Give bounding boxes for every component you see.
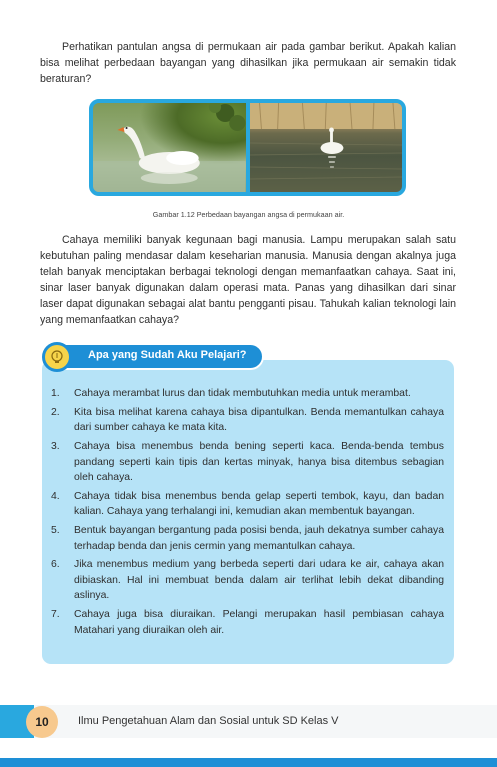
list-item-number: 6. [51, 559, 60, 571]
list-item-text: Cahaya juga bisa diuraikan. Pelangi merupakan hasil pembiasan cahaya Matahari yang diuraikan oleh air. [74, 609, 444, 636]
list-item-number: 7. [51, 609, 60, 621]
list-item-text: Cahaya tidak bisa menembus benda gelap seperti tembok, kayu, dan badan kalian. Cahaya yang terhalangi ini, kemudian akan membentuk bayangan. [74, 490, 444, 518]
body-paragraph-text: Cahaya memiliki banyak kegunaan bagi manusia. Lampu merupakan salah satu kebutuhan paling mendasar dalam keseharian manusia. Manusia dengan akalnya juga telah banyak menciptakan berbagai teknologi dengan memanfaatkan cahaya. Saat ini, sinar laser banyak digunakan dalam operasi mata. Panas yang dihasilkan dari sinar laser dapat digunakan sebagai alat bantu pengganti pisau. Tahukah kalian teknologi lain yang memanfaatkan cahaya? [40, 234, 456, 326]
list-item-text: Jika menembus medium yang berbeda seperti dari udara ke air, cahaya akan dibiaskan. Hal ini membuat benda dalam air terlihat lebih dekat dibanding aslinya. [74, 559, 444, 602]
list-item-number: 5. [51, 525, 60, 537]
list-item [51, 405, 444, 436]
intro-paragraph-text: Perhatikan pantulan angsa di permukaan air pada gambar berikut. Apakah kalian bisa melihat perbedaan bayangan yang dihasilkan jika permukaan air semakin tidak beraturan? [40, 41, 456, 85]
list-item-number: 2. [51, 406, 60, 418]
intro-paragraph [40, 39, 456, 87]
footer-book-title: Ilmu Pengetahuan Alam dan Sosial untuk SD Kelas V [78, 715, 339, 727]
list-item [51, 607, 444, 638]
lightbulb-icon [42, 342, 72, 372]
list-item-number: 3. [51, 441, 60, 453]
list-item [51, 386, 444, 402]
summary-list [51, 386, 444, 642]
swan-reflection-figure [89, 99, 406, 196]
figure-caption: Gambar 1.12 Perbedaan bayangan angsa di permukaan air. [152, 210, 345, 219]
summary-title: Apa yang Sudah Aku Pelajari? [88, 349, 247, 361]
list-item [51, 557, 444, 604]
list-item [51, 439, 444, 486]
list-item [51, 489, 444, 520]
bottom-stripe [0, 758, 497, 767]
list-item-number: 4. [51, 490, 60, 502]
list-item-text: Cahaya merambat lurus dan tidak membutuhkan media untuk merambat. [74, 388, 411, 399]
list-item-text: Kita bisa melihat karena cahaya bisa dipantulkan. Benda memantulkan cahaya dari sumber cahaya ke mata kita. [74, 406, 444, 434]
list-item-number: 1. [51, 388, 60, 399]
list-item [51, 523, 444, 554]
page-number: 10 [26, 706, 58, 738]
swan-calm-water-photo [93, 103, 246, 192]
list-item-text: Bentuk bayangan bergantung pada posisi benda, jauh dekatnya sumber cahaya terhadap benda dan jenis cermin yang memantulkan cahaya. [74, 525, 444, 552]
list-item-text: Cahaya bisa menembus benda bening seperti kaca. Benda-benda tembus pandang seperti kain tipis dan kertas minyak, hanya bisa ditembus sebagian oleh cahaya. [74, 441, 444, 484]
body-paragraph [40, 232, 456, 328]
swan-rippled-water-photo [250, 103, 403, 192]
